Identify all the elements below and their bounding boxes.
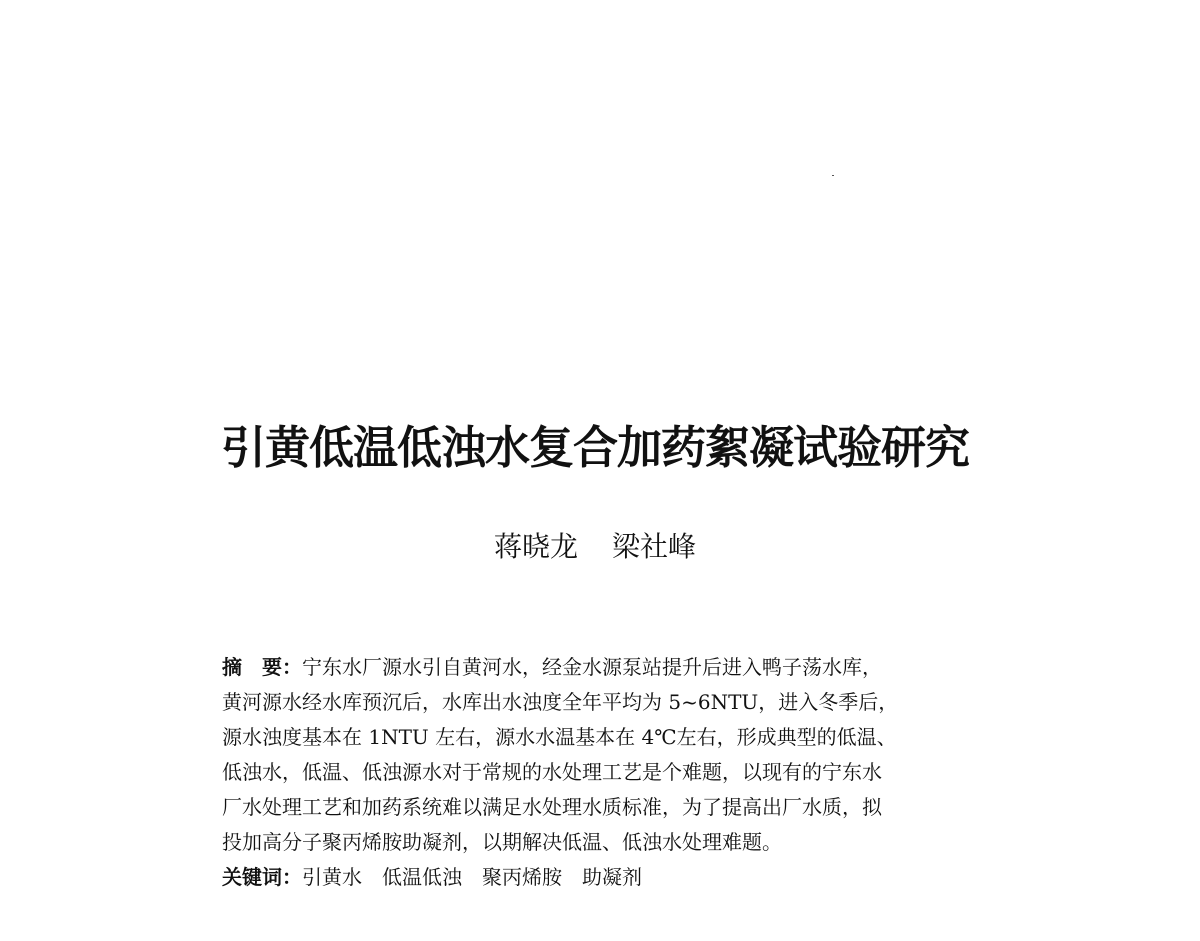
author-list	[0, 527, 1190, 567]
keyword: 引黄水	[302, 865, 362, 889]
abstract-text: 厂水处理工艺和加药系统难以满足水处理水质标准，为了提高出厂水质，拟	[222, 795, 882, 819]
keyword: 助凝剂	[582, 865, 642, 889]
abstract-section	[222, 650, 967, 895]
abstract-line	[222, 650, 967, 685]
author-name: 蒋晓龙	[493, 530, 578, 563]
paper-title: 引黄低温低浊水复合加药絮凝试验研究	[220, 421, 969, 474]
keywords-label: 关键词：	[222, 865, 302, 889]
abstract-text: 宁东水厂源水引自黄河水，经金水源泵站提升后进入鸭子荡水库，	[302, 655, 882, 679]
abstract-line	[222, 790, 967, 825]
keyword: 低温低浊	[382, 865, 462, 889]
abstract-text: 黄河源水经水库预沉后，水库出水浊度全年平均为 5~6NTU，进入冬季后，	[222, 690, 899, 714]
abstract-text: 源水浊度基本在 1NTU 左右，源水水温基本在 4℃左右，形成典型的低温、	[222, 725, 897, 749]
abstract-line	[222, 825, 967, 860]
author-name: 梁社峰	[612, 530, 697, 563]
abstract-label: 摘 要：	[222, 655, 302, 679]
abstract-line	[222, 685, 967, 720]
keyword: 聚丙烯胺	[482, 865, 562, 889]
abstract-text: 投加高分子聚丙烯胺助凝剂，以期解决低温、低浊水处理难题。	[222, 830, 782, 854]
keywords-line	[222, 860, 967, 895]
abstract-line	[222, 720, 967, 755]
abstract-text: 低浊水，低温、低浊源水对于常规的水处理工艺是个难题，以现有的宁东水	[222, 760, 882, 784]
scan-speck	[832, 175, 834, 176]
abstract-line	[222, 755, 967, 790]
